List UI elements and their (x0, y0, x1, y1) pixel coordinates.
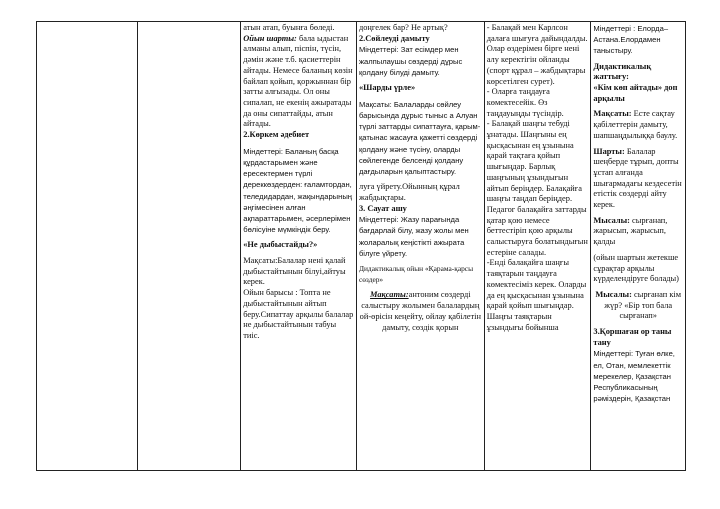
note: (ойын шартын жетекше сұрақтар арқылы күрделендіруге болады) (593, 252, 679, 284)
game-goal (359, 290, 482, 333)
example-text: сырғанап, жарысып, жарысып, қалды (593, 215, 668, 247)
game-rules-label: Ойын шарты: (243, 33, 297, 43)
column-monday-cell (241, 22, 357, 471)
goal-label: Мақсаты: (370, 290, 409, 300)
column-tuesday-cell (356, 22, 484, 471)
example-label: Мысалы: (595, 289, 632, 299)
section-tasks: Міндеттері: Жазу парағында бағдарлай білу, жазу жолы мен жоларалық кеңістікті ажырата білуге үйрету. (358, 215, 469, 258)
game-rules-text: бала ыдыстан алманы алып, піспін, түсін, дәмін және т.б. қасиеттерін айтады. Немесе баланың көзін байлап қойып, қоржыннан бір затты алғызады. Ол оны сипалап, не екенің ажыратады да оны сипаттайды, атын айтады. (243, 33, 353, 129)
section-tasks: Міндеттері: Баланың басқа құрдастарымен және ересектермен түрлі дереккөздерден: ғаламтордан, теледидардан, жақындарының әңгімесінен алған ақпараттарымен, әсерлерімен бөлісуіне мүмкіндік беру. (243, 146, 352, 235)
example-label: Мысалы: (593, 215, 630, 225)
section-tasks: Міндеттері : Елорда– Астана.Елордамен таныстыру. (593, 24, 669, 56)
game-goal: Мақсаты:Балалар нені қалай дыбыстайтынын білуі,айтуы керек. (243, 256, 346, 287)
game-type: Дидактикалық жаттығу: (593, 61, 652, 82)
game-title: «Шарды үрле» (358, 83, 416, 93)
game-rules (243, 34, 354, 130)
empty-cell-2 (137, 22, 241, 471)
section-heading: 2.Көркем әдебиет (243, 130, 310, 140)
game-condition (593, 147, 683, 211)
section-heading: 2.Сөйлеуді дамыту (358, 33, 430, 43)
lesson-plan-table (36, 21, 686, 471)
game-type: Дидактикалық ойын «Қарама-қарсы сөздер» (358, 264, 474, 284)
example (593, 290, 683, 322)
goal-text: Есте сақтау қабілеттерін дамыту, шапшаңдылыққа баулу. (593, 109, 678, 140)
empty-cell-1 (37, 22, 138, 471)
game-process: Ойын барысы : Топта не дыбыстайтынын айтып беру.Сипаттау арқылы балалар не дыбыстайтынын табуы тиіс. (243, 288, 354, 340)
game-title: «Кім көп айтады» доп арқылы (593, 83, 678, 103)
game-goal (593, 109, 683, 141)
column-wednesday-cell (484, 22, 591, 471)
section-tasks: Міндеттері: Зат есімдер мен жалпылаушы сөздерді дұрыс қолдану білуді дамыту. (358, 45, 463, 77)
text-paragraph: доңгелек бар? Не артық? (358, 23, 448, 32)
goal-text: антоним сөздерді салыстыру жолымен балалардың ой-өрісін кеңейту, ойлау қабілетін дамыту, сөздік қорын (359, 290, 481, 332)
column-thursday-cell (591, 22, 686, 471)
text-paragraph: атын атап, буынға бөледі. (243, 23, 335, 32)
goal-label: Мақсаты: (593, 109, 632, 119)
condition-text: Балалар шеңберде тұрып, допты ұстап алғанда шығармадағы кездесетін етістік сөздерді айту керек. (593, 146, 682, 210)
game-title: «Не дыбыстайды?» (243, 240, 318, 250)
example-text: сырғанап кім жүр? «Бір топ бала сырғанап» (604, 289, 682, 321)
activity-description: - Балақай мен Карлсон далаға шығуға дайындалды. Олар өздерімен бірге нені алу керектігін ойланды (спорт құрал – жабдықтары көрсетілген сурет). - Оларға таңдауға көмектесейік. Өз таңдауыңды түсіндір. - Балақай шаңғы тебуді ұнатады. Шаңғыны ең қысқасынан ең ұзынына қарай тақтаға қойып шығыңдар. Барлық шаңғының ұзындығын айтып беріңдер. Балақайға шаңғы таңдап беріңдер. Педагог балақайға заттарды қатар қою немесе беттестіріп қою арқылы салыстыруға болатындығын естеріне салады. -Енді балақайға шаңғы таяқтарын таңдауға көмектесіміз керек. Оларды да ең қысқасынан ұзынына қарай қойып шығыңдар. Шаңғы таяқтарын ұзындығы бойынша (486, 23, 588, 332)
section-tasks: Міндеттері: Туған өлке, ел, Отан, мемлекеттік мерекелер, Қазақстан Республикасының рәміздерін, Қазақстан (593, 349, 675, 404)
section-heading: 3. Сауат ашу (358, 203, 407, 213)
section-heading: 3.Қоршаған ор таны тану (593, 327, 672, 347)
text-paragraph: луға үйрету.Ойынның құрал жабдықтары. (358, 182, 460, 202)
game-goal: Мақсаты: Балаларды сөйлеу барысында дұрыс тыныс а Алуан түрлі заттарды сипаттауға, қарым-қатынас жасауға қажетті сөздерді қолдану және түсіну, оларды сөйлегенде белсенді қолдану дағдыларын қалыптастыру. (358, 99, 481, 176)
example (593, 216, 683, 248)
condition-label: Шарты: (593, 146, 625, 156)
